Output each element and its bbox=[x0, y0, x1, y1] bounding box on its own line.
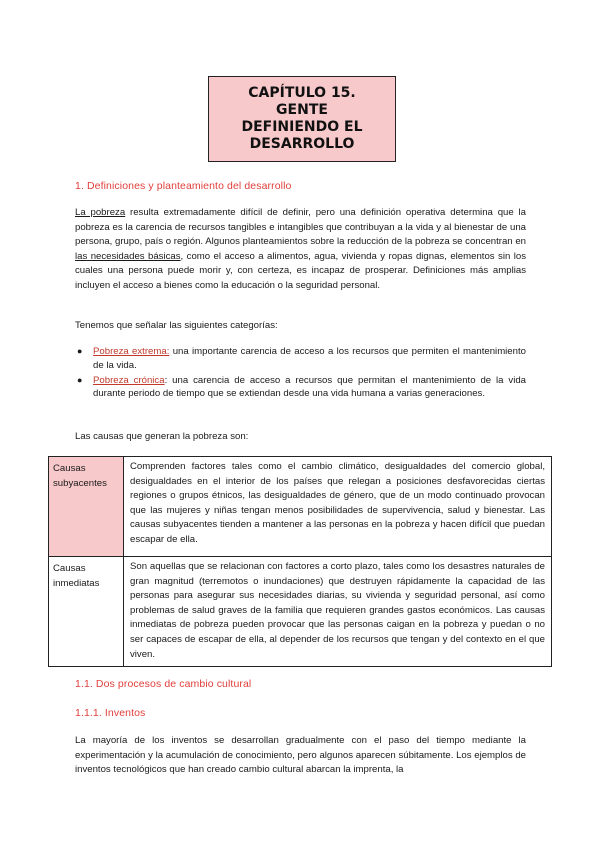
categories-list bbox=[75, 345, 526, 402]
section-heading-1-1: 1.1. Dos procesos de cambio cultural bbox=[75, 678, 252, 690]
bullet-icon: ● bbox=[77, 374, 83, 385]
list-item bbox=[75, 374, 526, 402]
table-row bbox=[49, 557, 552, 667]
table-cell-description: Son aquellas que se relacionan con factores a corto plazo, tales como los desastres naturales de gran magnitud (terremotos o inundaciones) que destruyen rápidamente la capacidad de las personas para asegurar sus necesidades diarias, su vivienda y seguridad personal, así como problemas de salud graves de la familia que requieren grandes gastos económicos. Las causas inmediatas de pobreza pueden provocar que las personas caigan en la pobreza y puedan o no ser capaces de escapar de ella, al depender de los recursos que tengan y del contexto en el que viven. bbox=[124, 557, 552, 667]
list-item-text: una importante carencia de acceso a los recursos que permiten el mantenimiento de la vida. bbox=[93, 346, 526, 371]
table-row bbox=[49, 457, 552, 557]
table-cell-description: Comprenden factores tales como el cambio climático, desigualdades del comercio global, desigualdades en el interior de los países que relegan a posiciones desfavorecidas ciertas regiones o grupos étnicos, las desigualdades de género, que de un modo continuado provocan que las mujeres y niñas tengan menos posibilidades de supervivencia, salud y bienestar. Las causas subyacentes tienden a mantener a las personas en la pobreza y hacen difícil que puedan escapar de ella. bbox=[124, 457, 552, 557]
term-la-pobreza: La pobreza bbox=[75, 207, 126, 218]
chapter-title-box bbox=[208, 76, 396, 162]
list-item bbox=[75, 345, 526, 373]
table-cell-label: Causas inmediatas bbox=[49, 557, 124, 667]
list-item-text: : una carencia de acceso a recursos que permitan el mantenimiento de la vida durante periodo de tiempo que se extiendan desde una vida humana a varias generaciones. bbox=[93, 374, 526, 400]
paragraph-causes-intro: Las causas que generan la pobreza son: bbox=[75, 431, 249, 442]
term-pobreza-extrema: Pobreza extrema: bbox=[93, 346, 170, 357]
paragraph-inventions: La mayoría de los inventos se desarrollan gradualmente con el paso del tiempo mediante la experimentación y la acumulación de conocimiento, pero algunos aparecen súbitamente. Los ejemplos de inventos tecnológicos que han creado cambio cultural abarcan la imprenta, la bbox=[75, 735, 526, 776]
paragraph-categories-intro: Tenemos que señalar las siguientes categorías: bbox=[75, 320, 278, 331]
term-necesidades-basicas: las necesidades básicas bbox=[75, 250, 181, 262]
causes-table bbox=[48, 456, 552, 667]
table-cell-label: Causas subyacentes bbox=[49, 457, 124, 557]
term-pobreza-cronica: Pobreza crónica bbox=[93, 374, 165, 386]
paragraph-poverty-definition bbox=[75, 206, 526, 294]
paragraph-text: , como el acceso a alimentos, agua, vivienda y ropas dignas, elementos sin los cuales una persona puede morir y, con certeza, es incapaz de prosperar. Definiciones más amplias incluyen el acceso a bienes como la educación o la seguridad personal. bbox=[75, 250, 526, 291]
section-heading-1-1-1: 1.1.1. Inventos bbox=[75, 707, 146, 719]
chapter-title: CAPÍTULO 15. GENTE DEFINIENDO EL DESARROLLO bbox=[241, 85, 363, 152]
paragraph-text: resulta extremadamente difícil de definir, pero una definición operativa determina que la pobreza es la carencia de recursos tangibles e intangibles que contribuyan a la vida y al bienestar de una persona, grupo, país o región. Algunos planteamientos sobre la reducción de la pobreza se concentran en bbox=[75, 207, 526, 248]
section-heading-1: 1. Definiciones y planteamiento del desarrollo bbox=[75, 180, 292, 192]
bullet-icon: ● bbox=[77, 346, 83, 356]
